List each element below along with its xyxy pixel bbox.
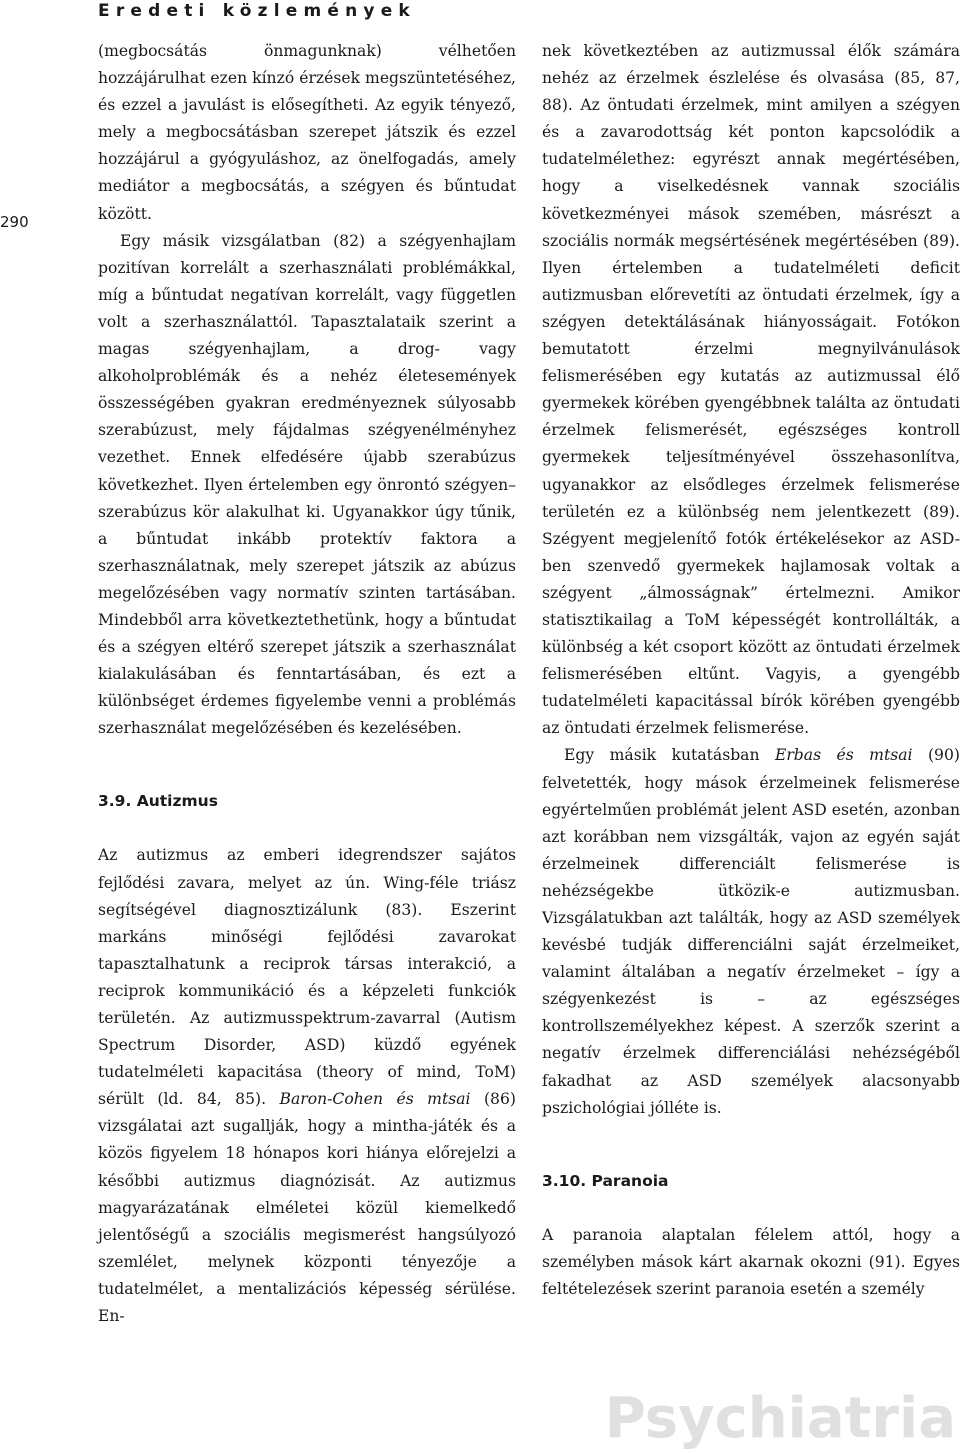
- left-paragraph-3-rest: (86) vizsgálatai azt sugallják, hogy a mintha-játék és a közös figyelem 18 hónapos kori hiánya előrejelzi a későbbi autizmus diagnózisát. Az autizmus magyarázatának elméletei közül kiemelkedő jelentőségű a szociális megismerést hangsúlyozó szemlélet, melynek központi tényezője a tudatelmélet, a mentalizációs képesség sérülése. En-: [98, 1090, 516, 1326]
- section-heading-autism: 3.9. Autizmus: [98, 792, 218, 811]
- page-number: 290: [0, 213, 29, 231]
- right-column: [542, 38, 960, 1303]
- citation-author-erbas: Erbas és mtsai: [774, 746, 913, 765]
- left-paragraph-3: [98, 842, 516, 1330]
- citation-author-baron-cohen: Baron-Cohen és mtsai: [279, 1090, 471, 1109]
- left-column: [98, 38, 516, 1330]
- right-paragraph-3: A paranoia alaptalan félelem attól, hogy a személyben mások kárt akarnak okozni (91). Egyes feltételezések szerint paranoia esetén a személy: [542, 1225, 960, 1298]
- right-paragraph-1: nek következtében az autizmussal élők számára nehéz az érzelmek észlelése és olvasása (85, 87, 88). Az öntudati érzelmek, mint amilyen a szégyen és a zavarodottság két ponton kapcsolódik a tudatelmélethez: egyrészt annak megértésében, hogy a viselkedésnek vannak szociális következményei mások szemében, másrészt a szociális normák megsértésének megértésében (89). Ilyen értelemben a tudatelméleti deficit autizmusban előrevetíti az öntudati érzelmek, így a szégyen detektálásának hiányosságait. Fotókon bemutatott érzelmi megnyilvánulások felismerésében egy kutatás az autizmussal élő gyermekek körében gyengébbnek találta az öntudati érzelmek felismerését, egészséges kontroll gyermekek teljesítményével összehasonlítva, ugyanakkor az elsődleges érzelmek felismerése területén ez a különbség nem jelentkezett (89). Szégyent megjelenítő fotók értékelésekor az ASD-ben szenvedő gyermekek hajlamosak voltak a szégyent „álmosságnak” értelmezni. Amikor statisztikailag a ToM képességét kontrollálták, a különbség a két csoport között az öntudati érzelmek felismerésében eltűnt. Vagyis, a gyengébb tudatelméleti kapacitással bírók körében gyengébb az öntudati érzelmek felismerése.: [542, 42, 960, 738]
- running-header: Eredeti közlemények: [98, 1, 416, 21]
- right-paragraph-2-start: Egy másik kutatásban: [564, 746, 760, 765]
- journal-watermark: Psychiatria: [604, 1386, 956, 1451]
- left-paragraph-1: (megbocsátás önmagunknak) vélhetően hozzájárulhat ezen kínzó érzések megszüntetéséhez, és ezzel a javulást is elősegítheti. Az egyik tényező, mely a megbocsátásban szerepet játszik és ezzel hozzájárul a gyógyuláshoz, az önelfogadás, amely mediátor a megbocsátás, a szégyen és bűntudat között.: [98, 42, 516, 223]
- left-paragraph-2: Egy másik vizsgálatban (82) a szégyenhajlam pozitívan korrelált a szerhasználati problémákkal, míg a bűntudat negatívan korrelált, vagy független volt a szerhasználattól. Tapasztalataik szerint a magas szégyenhajlam, a drog- vagy alkoholproblémák és a nehéz életesemények összességében gyakran eredményeznek súlyosabb szerabúzust, mely fájdalmas szégyenélményhez vezethet. Ennek elfedésére újabb szerabúzus következhet. Ilyen értelemben egy önrontó szégyen–szerabúzus kör alakulhat ki. Ugyanakkor úgy tűnik, a bűntudat inkább protektív faktora a szerhasználatnak, mely szerepet játszik az abúzus megelőzésében vagy normatív szinten tartásában. Mindebből arra következtethetünk, hogy a bűntudat és a szégyen eltérő szerepet játszik a szerhasználat kialakulásában és fenntartásában, és ezt a különbséget érdemes figyelembe venni a problémás szerhasználat megelőzésében és kezelésében.: [98, 231, 516, 738]
- right-paragraph-2: [542, 742, 960, 1121]
- left-paragraph-3-text: Az autizmus az emberi idegrendszer sajátos fejlődési zavara, melyet az ún. Wing-féle triász segítségével diagnosztizálunk (83). Eszerint markáns minőségi fejlődési zavarokat tapasztalhatunk a reciprok társas interakció, a reciprok kommunikáció és a képzeleti funkciók területén. Az autizmusspektrum-zavarral (Autism Spectrum Disorder, ASD) küzdő egyének tudatelméleti kapacitása (theory of mind, ToM) sérült (ld. 84, 85).: [98, 846, 516, 1109]
- section-heading-paranoia: 3.10. Paranoia: [542, 1171, 669, 1190]
- right-paragraph-2-rest: (90) felvetették, hogy mások érzelmeinek felismerése egyértelműen problémát jelent ASD esetén, azonban azt korábban nem vizsgálták, vajon az egyén saját érzelmeinek differenciált felismerése is nehézségekbe ütközik-e autizmusban. Vizsgálatukban azt találták, hogy az ASD személyek kevésbé tudják differenciálni saját érzelmeiket, valamint általában a negatív érzelmeket – így a szégyenkezést is – az egészséges kontrollszemélyekhez képest. A szerzők szerint a negatív érzelmek differenciálási nehézségéből fakadhat az ASD személyek alacsonyabb pszichológiai jólléte is.: [542, 746, 960, 1117]
